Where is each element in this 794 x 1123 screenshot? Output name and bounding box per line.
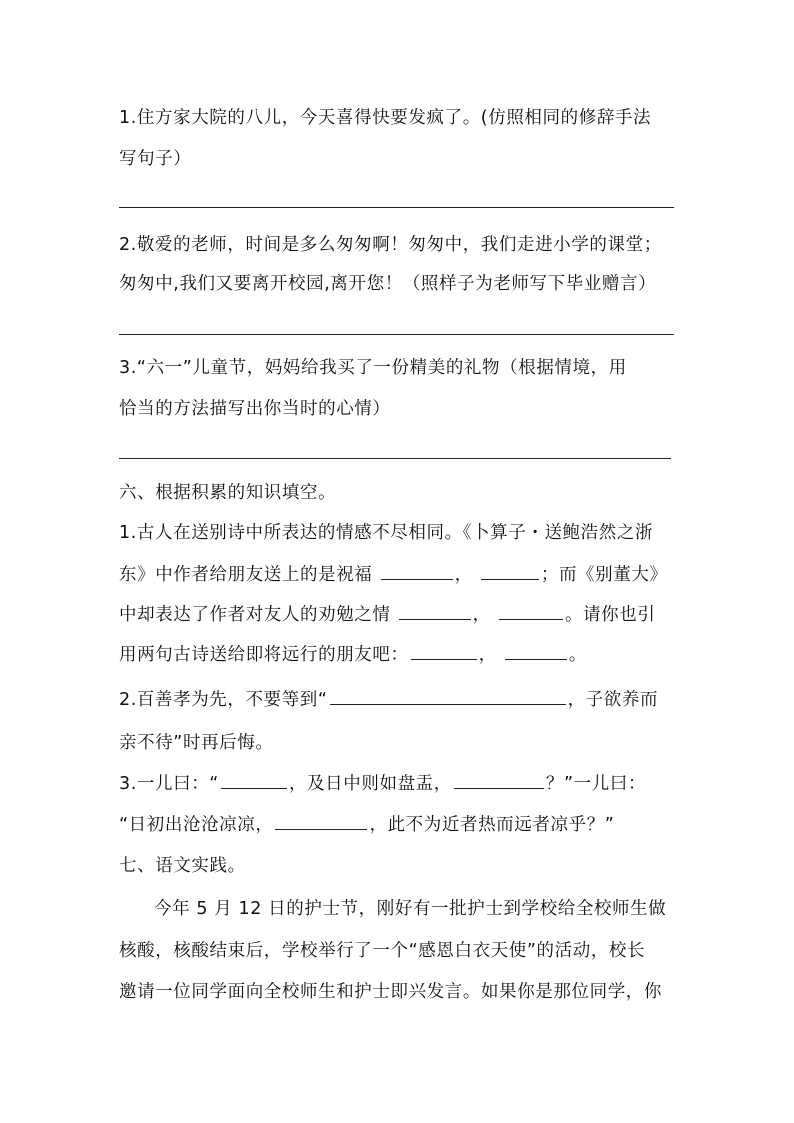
fill-blank[interactable] <box>330 688 566 705</box>
q6-3-line-2 <box>119 813 679 837</box>
q6-2-text: ，子欲养而 <box>567 690 659 710</box>
comma: ， <box>454 565 473 585</box>
section-6-heading: 六、根据积累的知识填空。 <box>119 483 337 503</box>
answer-line[interactable] <box>119 207 674 208</box>
fill-blank[interactable] <box>499 603 563 620</box>
q6-3-text: ，此不为近者热而远者凉乎？” <box>369 815 615 835</box>
fill-blank[interactable] <box>454 772 544 789</box>
q6-3-text: ，及日中则如盘盂， <box>288 774 452 794</box>
q6-1-line-3 <box>119 603 679 627</box>
q6-1-line-2 <box>119 563 679 587</box>
comma: ， <box>478 645 497 665</box>
q6-3-text: “日初出沧沧凉凉， <box>119 815 274 835</box>
fill-blank[interactable] <box>505 643 567 660</box>
q6-2-line-1 <box>119 688 679 712</box>
fill-blank[interactable] <box>481 563 539 580</box>
fill-blank[interactable] <box>411 643 477 660</box>
q6-1-text: 东》中作者给朋友送上的是祝福 <box>119 565 373 585</box>
q6-1-text: 中却表达了作者对友人的劝勉之情 <box>119 605 391 625</box>
q6-1-text: 。请你也引 <box>564 605 656 625</box>
q6-2-line-2: 亲不待”时再后悔。 <box>119 733 274 753</box>
answer-line[interactable] <box>119 458 671 459</box>
section-7-paragraph-line-1: 今年 5 月 12 日的护士节，刚好有一批护士到学校给全校师生做 <box>154 899 667 919</box>
section-7-heading: 七、语文实践。 <box>119 856 246 876</box>
fill-blank[interactable] <box>381 563 453 580</box>
q6-2-text: 2.百善孝为先，不要等到“ <box>119 690 328 710</box>
q6-3-line-1 <box>119 772 679 796</box>
comma: ， <box>472 605 491 625</box>
fill-blank[interactable] <box>221 772 287 789</box>
section-7-paragraph-line-3: 邀请一位同学面向全校师生和护士即兴发言。如果你是那位同学，你 <box>119 982 662 1002</box>
q6-1-line-4 <box>119 643 679 667</box>
period: 。 <box>568 645 587 665</box>
q6-1-text: 用两句古诗送给即将远行的朋友吧： <box>119 645 409 665</box>
item-5-3-line-1: 3.“六一”儿童节，妈妈给我买了一份精美的礼物（根据情境，用 <box>119 358 627 378</box>
fill-blank[interactable] <box>275 813 367 830</box>
fill-blank[interactable] <box>399 603 471 620</box>
q6-1-line-1: 1.古人在送别诗中所表达的情感不尽相同。《卜算子・送鲍浩然之浙 <box>119 523 654 543</box>
item-5-1-line-1: 1.住方家大院的八儿，今天喜得快要发疯了。(仿照相同的修辞手法 <box>119 108 652 128</box>
item-5-2-line-2: 匆匆中,我们又要离开校园,离开您！（照样子为老师写下毕业赠言） <box>119 274 657 294</box>
section-7-paragraph-line-2: 核酸，核酸结束后，学校举行了一个“感恩白衣天使”的活动，校长 <box>119 941 646 961</box>
item-5-3-line-2: 恰当的方法描写出你当时的心情） <box>119 399 391 419</box>
q6-3-text: ？”一儿曰： <box>545 774 647 794</box>
q6-1-text: ；而《别董大》 <box>540 565 668 585</box>
answer-line[interactable] <box>119 334 674 335</box>
item-5-2-line-1: 2.敬爱的老师，时间是多么匆匆啊！匆匆中，我们走进小学的课堂； <box>119 235 662 255</box>
q6-3-text: 3.一儿曰：“ <box>119 774 219 794</box>
item-5-1-line-2: 写句子） <box>119 149 192 169</box>
